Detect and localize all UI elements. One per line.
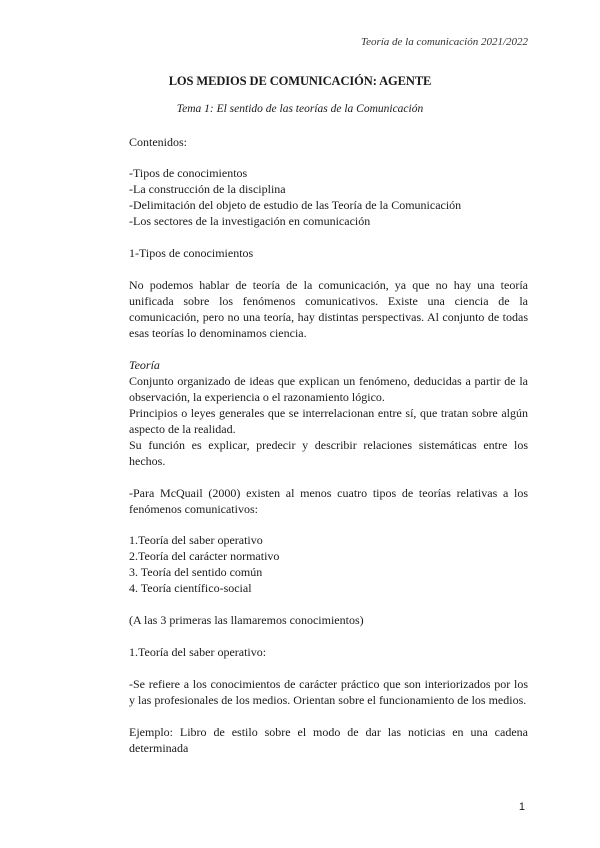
theory-type-item: 3. Teoría del sentido común: [129, 565, 263, 579]
conocimientos-note: (A las 3 primeras las llamaremos conocimientos): [129, 613, 364, 627]
theory-label: Teoría: [129, 358, 160, 372]
contents-item: -Delimitación del objeto de estudio de las Teoría de la Comunicación: [129, 198, 462, 212]
document-title: LOS MEDIOS DE COMUNICACIÓN: AGENTE: [168, 74, 432, 88]
contents-item: -Los sectores de la investigación en comunicación: [129, 214, 371, 228]
theory-definition-2: Principios o leyes generales que se interrelacionan entre sí, que tratan sobre algún aspecto de la realidad.: [129, 406, 528, 436]
contents-heading: Contenidos:: [129, 135, 188, 149]
subsection-heading: 1.Teoría del saber operativo:: [129, 645, 267, 659]
contents-item: -La construcción de la disciplina: [129, 182, 286, 196]
operative-example: Ejemplo: Libro de estilo sobre el modo de dar las noticias en una cadena determinada: [129, 725, 528, 755]
mcquail-intro: -Para McQuail (2000) existen al menos cuatro tipos de teorías relativas a los fenómenos comunicativos:: [129, 486, 528, 516]
section-heading: 1-Tipos de conocimientos: [129, 246, 254, 260]
theory-definition-1: Conjunto organizado de ideas que explican un fenómeno, deducidas a partir de la observación, la experiencia o el razonamiento lógico.: [129, 374, 528, 404]
contents-item: -Tipos de conocimientos: [129, 166, 248, 180]
theory-definition-3: Su función es explicar, predecir y describir relaciones sistemáticas entre los hechos.: [129, 438, 528, 468]
section-paragraph: No podemos hablar de teoría de la comunicación, ya que no hay una teoría unificada sobre los fenómenos comunicativos. Existe una ciencia de la comunicación, pero no una teoría, hay distintas perspectivas. Al conjunto de todas esas teorías lo denominamos ciencia.: [129, 278, 528, 340]
page-number: 1: [518, 801, 525, 813]
theory-type-item: 1.Teoría del saber operativo: [129, 533, 263, 547]
document-subtitle: Tema 1: El sentido de las teorías de la Comunicación: [176, 103, 424, 115]
operative-paragraph: -Se refiere a los conocimientos de carácter práctico que son interiorizados por los y las profesionales de los medios. Orientan sobre el funcionamiento de los medios.: [129, 677, 528, 707]
theory-type-item: 2.Teoría del carácter normativo: [129, 549, 280, 563]
running-header: Teoría de la comunicación 2021/2022: [360, 36, 528, 48]
theory-type-item: 4. Teoría científico-social: [129, 581, 252, 595]
